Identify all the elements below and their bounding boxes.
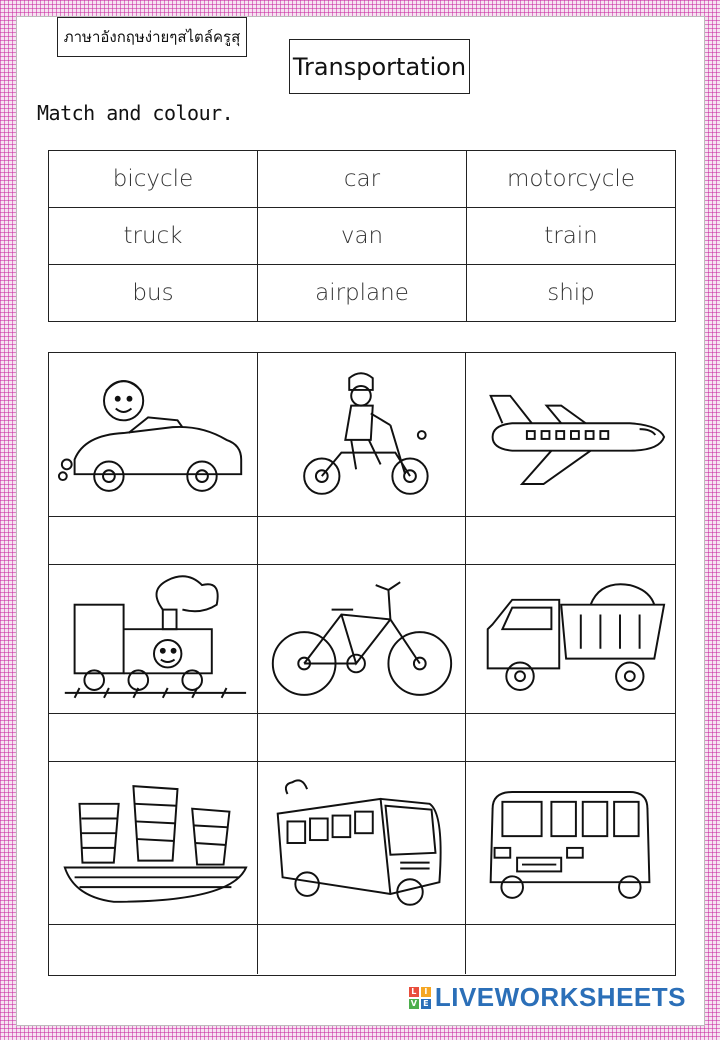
logo-text: LIVEWORKSHEETS — [434, 982, 686, 1012]
word-cell: bus — [49, 265, 258, 322]
picture-cell — [49, 565, 258, 714]
answer-box[interactable] — [49, 714, 258, 762]
bus-icon — [263, 773, 459, 913]
picture-cell — [258, 762, 467, 925]
word-cell: airplane — [258, 265, 467, 322]
logo-mark-icon — [409, 987, 431, 1009]
answer-box[interactable] — [258, 517, 467, 565]
word-cell: van — [258, 208, 467, 265]
airplane-icon — [473, 365, 669, 505]
answer-box[interactable] — [466, 517, 675, 565]
word-row — [49, 265, 676, 322]
bicycle-icon — [263, 569, 459, 709]
picture-cell — [466, 762, 675, 925]
instruction-text: Match and colour. — [37, 101, 234, 125]
answer-box[interactable] — [258, 714, 467, 762]
steam-train-icon — [55, 569, 251, 709]
picture-cell — [49, 762, 258, 925]
word-row — [49, 208, 676, 265]
dump-truck-icon — [473, 569, 669, 709]
picture-grid — [48, 352, 676, 976]
logo-letter: L — [409, 987, 419, 997]
picture-cell — [258, 353, 467, 517]
junk-ship-icon — [55, 773, 251, 913]
word-cell: train — [467, 208, 676, 265]
answer-box[interactable] — [466, 714, 675, 762]
logo-letter: V — [410, 998, 417, 1008]
word-cell: motorcycle — [467, 151, 676, 208]
answer-box[interactable] — [466, 925, 675, 974]
word-cell: car — [258, 151, 467, 208]
worksheet-page — [16, 16, 705, 1026]
page-title: Transportation — [289, 39, 470, 94]
picture-cell — [466, 565, 675, 714]
logo-letter: E — [421, 999, 431, 1009]
answer-box[interactable] — [49, 517, 258, 565]
liveworksheets-logo[interactable] — [405, 980, 690, 1015]
brand-label: ภาษาอังกฤษง่ายๆสไตล์ครูสุ — [57, 17, 247, 57]
logo-letter: I — [421, 987, 431, 997]
motorcycle-rider-icon — [263, 365, 459, 505]
word-cell: truck — [49, 208, 258, 265]
picture-cell — [258, 565, 467, 714]
picture-cell — [49, 353, 258, 517]
word-cell: ship — [467, 265, 676, 322]
word-cell: bicycle — [49, 151, 258, 208]
picture-cell — [466, 353, 675, 517]
answer-box[interactable] — [258, 925, 467, 974]
van-icon — [473, 773, 669, 913]
word-bank-table — [48, 150, 676, 322]
car-with-driver-icon — [55, 365, 251, 505]
answer-box[interactable] — [49, 925, 258, 974]
word-row — [49, 151, 676, 208]
